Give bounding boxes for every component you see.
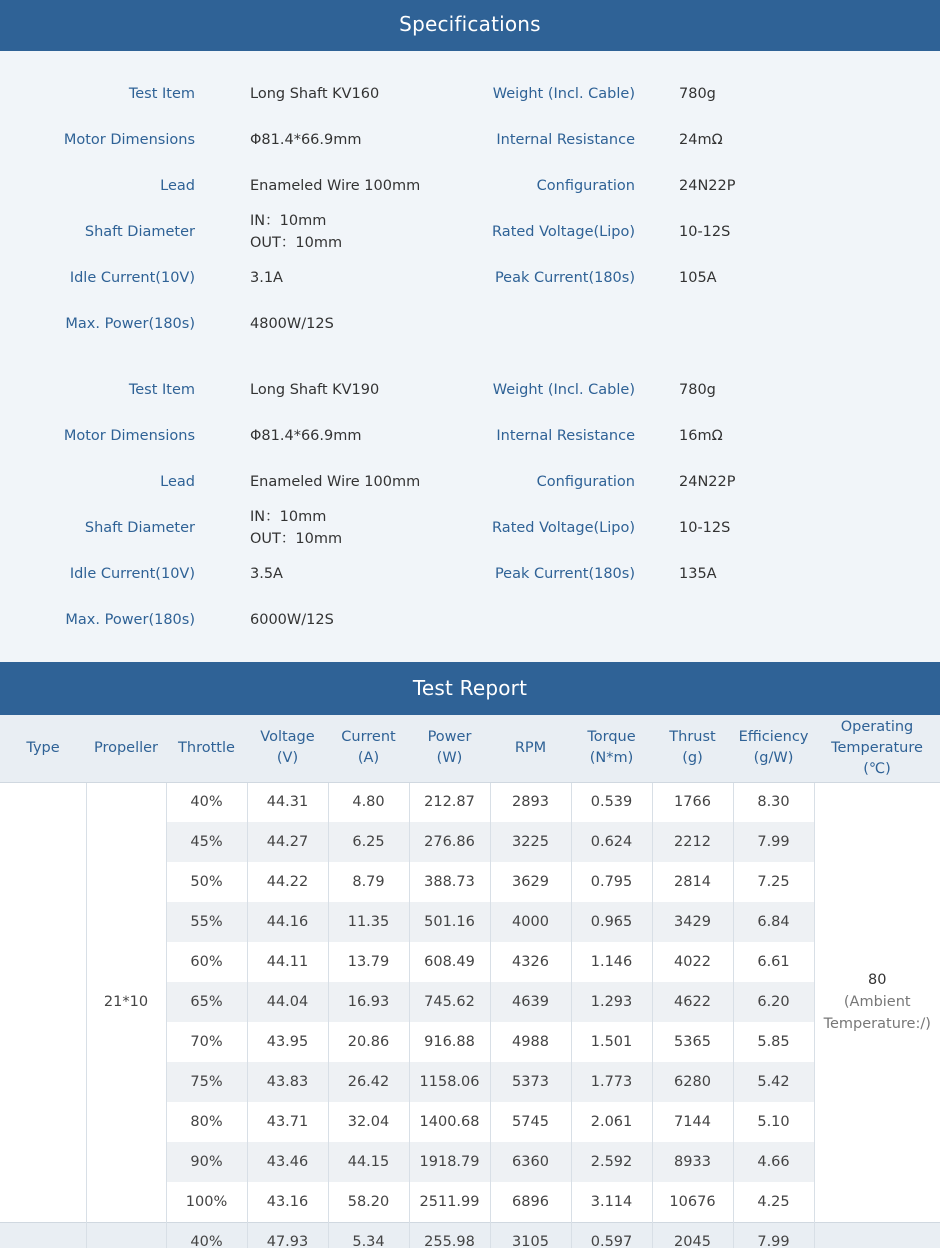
column-header-line: (N*m) bbox=[589, 750, 634, 767]
operating-temperature-cell bbox=[814, 1222, 940, 1248]
spec-label: Motor Dimensions bbox=[63, 132, 195, 148]
spec-value: 780g bbox=[679, 86, 716, 102]
spec-label: Test Item bbox=[128, 382, 195, 398]
specifications-panel bbox=[0, 51, 940, 662]
table-row bbox=[0, 782, 940, 822]
spec-value-line: 6000W/12S bbox=[250, 612, 334, 628]
specifications-title: Specifications bbox=[399, 12, 541, 36]
table-cell: 40% bbox=[166, 1222, 247, 1248]
column-header bbox=[328, 715, 409, 782]
table-cell: 1.146 bbox=[571, 942, 652, 982]
spec-label: Internal Resistance bbox=[496, 428, 635, 444]
table-cell: 45% bbox=[166, 822, 247, 862]
type-cell bbox=[0, 1222, 86, 1248]
table-cell: 5373 bbox=[490, 1062, 571, 1102]
table-cell: 5.34 bbox=[328, 1222, 409, 1248]
spec-value bbox=[250, 506, 342, 550]
table-cell: 4022 bbox=[652, 942, 733, 982]
column-header-line: Type bbox=[26, 739, 60, 756]
table-cell: 3.114 bbox=[571, 1182, 652, 1222]
table-cell: 5.85 bbox=[733, 1022, 814, 1062]
spec-row bbox=[0, 209, 940, 255]
column-header-line: Throttle bbox=[178, 739, 235, 756]
table-cell: 26.42 bbox=[328, 1062, 409, 1102]
spec-value-line: IN：10mm bbox=[250, 509, 327, 525]
spec-value: 105A bbox=[679, 270, 717, 286]
specifications-header bbox=[0, 0, 940, 51]
spec-value bbox=[250, 267, 283, 289]
table-header-row bbox=[0, 715, 940, 782]
spec-label: Max. Power(180s) bbox=[65, 612, 195, 628]
column-header bbox=[166, 715, 247, 782]
table-cell: 1.773 bbox=[571, 1062, 652, 1102]
table-cell: 43.95 bbox=[247, 1022, 328, 1062]
table-cell: 44.04 bbox=[247, 982, 328, 1022]
column-header-line: (A) bbox=[357, 750, 380, 767]
spec-value bbox=[250, 129, 361, 151]
spec-value: 10-12S bbox=[679, 520, 731, 536]
table-cell: 2814 bbox=[652, 862, 733, 902]
spec-value-line: OUT：10mm bbox=[250, 531, 343, 547]
table-cell: 2.061 bbox=[571, 1102, 652, 1142]
spec-value bbox=[250, 175, 420, 197]
table-cell: 6.20 bbox=[733, 982, 814, 1022]
table-cell: 8.79 bbox=[328, 862, 409, 902]
table-cell: 43.16 bbox=[247, 1182, 328, 1222]
spec-value-line: 3.5A bbox=[250, 566, 283, 582]
table-cell: 1.293 bbox=[571, 982, 652, 1022]
column-header-line: (V) bbox=[276, 750, 299, 767]
table-cell: 6.61 bbox=[733, 942, 814, 982]
spec-label: Rated Voltage(Lipo) bbox=[492, 224, 635, 240]
column-header bbox=[490, 715, 571, 782]
spec-row bbox=[0, 505, 940, 551]
table-cell: 0.965 bbox=[571, 902, 652, 942]
table-cell: 55% bbox=[166, 902, 247, 942]
ambient-note: Temperature:/) bbox=[823, 1016, 931, 1032]
spec-label: Shaft Diameter bbox=[84, 520, 195, 536]
spec-value bbox=[250, 563, 283, 585]
spec-label: Lead bbox=[160, 474, 195, 490]
spec-value: 135A bbox=[679, 566, 717, 582]
table-cell: 47.93 bbox=[247, 1222, 328, 1248]
column-header-line: Operating bbox=[840, 718, 914, 735]
table-cell: 58.20 bbox=[328, 1182, 409, 1222]
table-cell: 212.87 bbox=[409, 782, 490, 822]
table-cell: 32.04 bbox=[328, 1102, 409, 1142]
spec-label: Test Item bbox=[128, 86, 195, 102]
test-report-header bbox=[0, 662, 940, 715]
table-cell: 255.98 bbox=[409, 1222, 490, 1248]
table-cell: 4326 bbox=[490, 942, 571, 982]
table-cell: 3225 bbox=[490, 822, 571, 862]
column-header-line: RPM bbox=[514, 739, 547, 756]
spec-value-line: Enameled Wire 100mm bbox=[250, 474, 421, 490]
spec-value: 780g bbox=[679, 382, 716, 398]
spec-value bbox=[250, 313, 334, 335]
table-cell: 8.30 bbox=[733, 782, 814, 822]
column-header-line: Thrust bbox=[669, 729, 716, 746]
table-cell: 44.15 bbox=[328, 1142, 409, 1182]
table-cell: 65% bbox=[166, 982, 247, 1022]
spec-label: Internal Resistance bbox=[496, 132, 635, 148]
type-cell bbox=[0, 782, 86, 1222]
spec-row bbox=[0, 163, 940, 209]
column-header-line: (g/W) bbox=[753, 750, 794, 767]
spec-label: Motor Dimensions bbox=[63, 428, 195, 444]
table-cell: 2212 bbox=[652, 822, 733, 862]
column-header bbox=[247, 715, 328, 782]
table-cell: 44.31 bbox=[247, 782, 328, 822]
table-cell: 1158.06 bbox=[409, 1062, 490, 1102]
table-cell: 16.93 bbox=[328, 982, 409, 1022]
spec-value bbox=[250, 379, 379, 401]
spec-row bbox=[0, 459, 940, 505]
column-header-line: Efficiency bbox=[738, 729, 809, 746]
table-cell: 5.10 bbox=[733, 1102, 814, 1142]
table-cell: 6896 bbox=[490, 1182, 571, 1222]
column-header bbox=[0, 715, 86, 782]
table-cell: 6.25 bbox=[328, 822, 409, 862]
spec-label: Weight (Incl. Cable) bbox=[492, 382, 635, 398]
column-header-line: Temperature bbox=[831, 739, 923, 756]
table-cell: 4988 bbox=[490, 1022, 571, 1062]
table-cell: 5.42 bbox=[733, 1062, 814, 1102]
spec-row bbox=[0, 413, 940, 459]
spec-row bbox=[0, 117, 940, 163]
spec-row bbox=[0, 71, 940, 117]
table-cell: 6280 bbox=[652, 1062, 733, 1102]
table-cell: 1766 bbox=[652, 782, 733, 822]
test-report-title: Test Report bbox=[412, 676, 528, 700]
table-cell: 4.80 bbox=[328, 782, 409, 822]
ambient-note: (Ambient bbox=[843, 994, 911, 1010]
spec-value-line: OUT：10mm bbox=[250, 235, 343, 251]
spec-label: Idle Current(10V) bbox=[69, 566, 195, 582]
propeller-cell: 21*10 bbox=[86, 782, 166, 1222]
spec-row bbox=[0, 301, 940, 347]
spec-row bbox=[0, 367, 940, 413]
column-header-line: Torque bbox=[587, 729, 636, 746]
spec-label: Idle Current(10V) bbox=[69, 270, 195, 286]
spec-value: 16mΩ bbox=[679, 428, 723, 444]
table-cell: 7.25 bbox=[733, 862, 814, 902]
spec-row bbox=[0, 597, 940, 643]
table-cell: 100% bbox=[166, 1182, 247, 1222]
table-cell: 0.539 bbox=[571, 782, 652, 822]
table-cell: 3629 bbox=[490, 862, 571, 902]
table-cell: 7.99 bbox=[733, 822, 814, 862]
table-cell: 44.27 bbox=[247, 822, 328, 862]
table-cell: 90% bbox=[166, 1142, 247, 1182]
table-cell: 10676 bbox=[652, 1182, 733, 1222]
spec-value-line: Long Shaft KV160 bbox=[250, 86, 380, 102]
column-header-line: (℃) bbox=[863, 760, 891, 777]
test-report-table bbox=[0, 715, 940, 1248]
spec-label: Peak Current(180s) bbox=[494, 270, 635, 286]
table-cell: 276.86 bbox=[409, 822, 490, 862]
table-cell: 3429 bbox=[652, 902, 733, 942]
table-cell: 0.795 bbox=[571, 862, 652, 902]
table-cell: 4622 bbox=[652, 982, 733, 1022]
table-cell: 11.35 bbox=[328, 902, 409, 942]
spec-row bbox=[0, 255, 940, 301]
operating-temperature-value: 80 bbox=[868, 972, 887, 988]
spec-value-line: Φ81.4*66.9mm bbox=[250, 428, 362, 444]
column-header bbox=[571, 715, 652, 782]
column-header bbox=[814, 715, 940, 782]
table-cell: 2893 bbox=[490, 782, 571, 822]
spec-label: Weight (Incl. Cable) bbox=[492, 86, 635, 102]
table-cell: 7144 bbox=[652, 1102, 733, 1142]
table-cell: 5365 bbox=[652, 1022, 733, 1062]
table-cell: 40% bbox=[166, 782, 247, 822]
spec-value-line: Long Shaft KV190 bbox=[250, 382, 380, 398]
table-cell: 608.49 bbox=[409, 942, 490, 982]
table-cell: 4.25 bbox=[733, 1182, 814, 1222]
table-cell: 2511.99 bbox=[409, 1182, 490, 1222]
spec-value: 10-12S bbox=[679, 224, 731, 240]
table-cell: 43.83 bbox=[247, 1062, 328, 1102]
spec-label: Configuration bbox=[536, 178, 635, 194]
spec-label: Peak Current(180s) bbox=[494, 566, 635, 582]
table-cell: 0.624 bbox=[571, 822, 652, 862]
table-cell: 1400.68 bbox=[409, 1102, 490, 1142]
table-cell: 1918.79 bbox=[409, 1142, 490, 1182]
table-cell: 20.86 bbox=[328, 1022, 409, 1062]
spec-row bbox=[0, 551, 940, 597]
table-cell: 44.16 bbox=[247, 902, 328, 942]
table-cell: 2045 bbox=[652, 1222, 733, 1248]
column-header-line: Power bbox=[427, 729, 472, 746]
spec-value: 24N22P bbox=[679, 178, 736, 194]
spec-value-line: Enameled Wire 100mm bbox=[250, 178, 421, 194]
spec-label: Configuration bbox=[536, 474, 635, 490]
spec-value: 24N22P bbox=[679, 474, 736, 490]
table-cell: 3105 bbox=[490, 1222, 571, 1248]
table-cell: 501.16 bbox=[409, 902, 490, 942]
table-cell: 75% bbox=[166, 1062, 247, 1102]
spec-value bbox=[250, 83, 379, 105]
table-cell: 50% bbox=[166, 862, 247, 902]
spec-label: Rated Voltage(Lipo) bbox=[492, 520, 635, 536]
table-cell: 4000 bbox=[490, 902, 571, 942]
column-header bbox=[733, 715, 814, 782]
spec-label: Shaft Diameter bbox=[84, 224, 195, 240]
propeller-cell bbox=[86, 1222, 166, 1248]
table-cell: 44.22 bbox=[247, 862, 328, 902]
table-cell: 4.66 bbox=[733, 1142, 814, 1182]
spec-value-line: Φ81.4*66.9mm bbox=[250, 132, 362, 148]
spec-label: Max. Power(180s) bbox=[65, 316, 195, 332]
spec-value-line: 4800W/12S bbox=[250, 316, 334, 332]
column-header-line: (W) bbox=[436, 750, 463, 767]
column-header-line: Propeller bbox=[93, 739, 159, 756]
table-cell: 43.46 bbox=[247, 1142, 328, 1182]
table-cell: 4639 bbox=[490, 982, 571, 1022]
spec-value: 24mΩ bbox=[679, 132, 723, 148]
table-cell: 0.597 bbox=[571, 1222, 652, 1248]
operating-temperature-cell bbox=[814, 782, 940, 1222]
spec-value bbox=[250, 609, 334, 631]
table-cell: 60% bbox=[166, 942, 247, 982]
table-cell: 43.71 bbox=[247, 1102, 328, 1142]
column-header-line: Current bbox=[341, 729, 396, 746]
spec-value bbox=[250, 210, 342, 254]
table-row bbox=[0, 1222, 940, 1248]
table-cell: 916.88 bbox=[409, 1022, 490, 1062]
table-cell: 44.11 bbox=[247, 942, 328, 982]
spec-label: Lead bbox=[160, 178, 195, 194]
spec-value bbox=[250, 425, 361, 447]
table-cell: 745.62 bbox=[409, 982, 490, 1022]
spec-value-line: 3.1A bbox=[250, 270, 283, 286]
table-cell: 7.99 bbox=[733, 1222, 814, 1248]
column-header bbox=[652, 715, 733, 782]
spec-value-line: IN：10mm bbox=[250, 213, 327, 229]
table-cell: 5745 bbox=[490, 1102, 571, 1142]
column-header-line: Voltage bbox=[260, 729, 315, 746]
table-cell: 388.73 bbox=[409, 862, 490, 902]
table-cell: 6360 bbox=[490, 1142, 571, 1182]
column-header bbox=[86, 715, 166, 782]
table-cell: 2.592 bbox=[571, 1142, 652, 1182]
table-cell: 8933 bbox=[652, 1142, 733, 1182]
table-cell: 6.84 bbox=[733, 902, 814, 942]
column-header-line: (g) bbox=[682, 750, 703, 767]
table-cell: 1.501 bbox=[571, 1022, 652, 1062]
table-cell: 80% bbox=[166, 1102, 247, 1142]
table-cell: 70% bbox=[166, 1022, 247, 1062]
column-header bbox=[409, 715, 490, 782]
spec-value bbox=[250, 471, 420, 493]
table-cell: 13.79 bbox=[328, 942, 409, 982]
